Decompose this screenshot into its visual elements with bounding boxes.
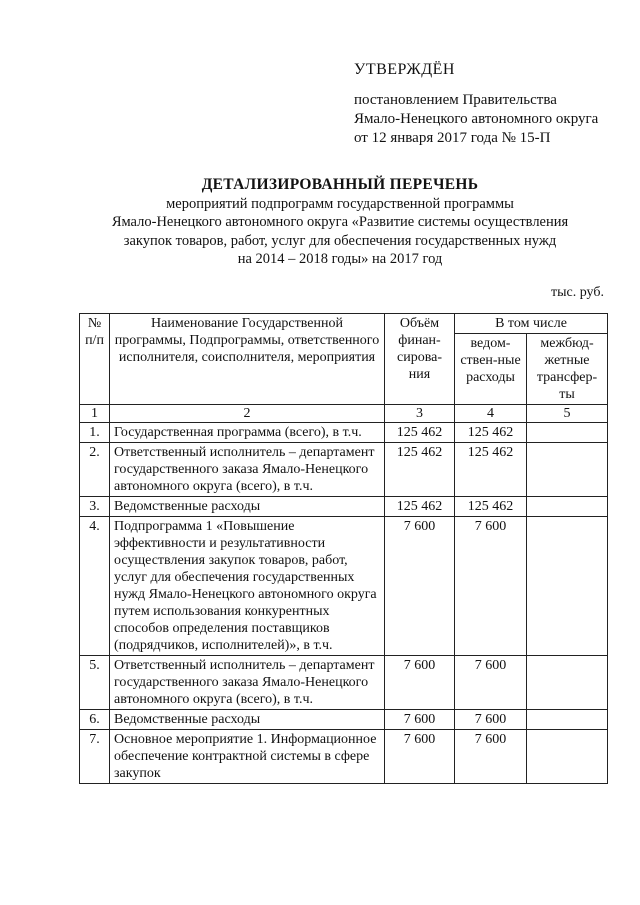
header-departmental: ведом-ствен-ные расходы bbox=[455, 334, 527, 405]
index-cell: 1 bbox=[80, 405, 110, 423]
index-cell: 3 bbox=[385, 405, 455, 423]
header-row bbox=[80, 314, 608, 334]
index-cell: 5 bbox=[527, 405, 608, 423]
row-num: 5. bbox=[80, 656, 110, 710]
row-transfers bbox=[527, 423, 608, 443]
index-cell: 2 bbox=[110, 405, 385, 423]
row-volume: 125 462 bbox=[385, 497, 455, 517]
row-departmental: 7 600 bbox=[455, 710, 527, 730]
row-name: Ведомственные расходы bbox=[110, 710, 385, 730]
table-row bbox=[80, 710, 608, 730]
title-main: ДЕТАЛИЗИРОВАННЫЙ ПЕРЕЧЕНЬ bbox=[201, 176, 479, 193]
row-num: 6. bbox=[80, 710, 110, 730]
approval-line-3: от 12 января 2017 года № 15-П bbox=[354, 130, 551, 146]
table-row bbox=[80, 423, 608, 443]
table-row bbox=[80, 656, 608, 710]
title-line-2: Ямало-Ненецкого автономного округа «Развитие системы осуществления bbox=[111, 214, 569, 230]
row-name: Ответственный исполнитель – департамент государственного заказа Ямало-Ненецкого автономного округа (всего), в т.ч. bbox=[110, 656, 385, 710]
row-departmental: 125 462 bbox=[455, 497, 527, 517]
approval-line-1: постановлением Правительства bbox=[354, 92, 557, 108]
row-num: 4. bbox=[80, 517, 110, 656]
header-num: № п/п bbox=[80, 314, 110, 405]
row-volume: 7 600 bbox=[385, 656, 455, 710]
row-transfers bbox=[527, 497, 608, 517]
header-volume: Объём финан-сирова-ния bbox=[385, 314, 455, 405]
row-transfers bbox=[527, 730, 608, 784]
row-departmental: 7 600 bbox=[455, 517, 527, 656]
row-departmental: 7 600 bbox=[455, 730, 527, 784]
row-name: Подпрограмма 1 «Повышение эффективности и результативности осуществления закупок товаров, работ, услуг для обеспечения государственных нужд Ямало-Ненецкого автономного округа путем использования конкурентных способов определения поставщиков (подрядчиков, исполнителей)», в т.ч. bbox=[110, 517, 385, 656]
row-num: 2. bbox=[80, 443, 110, 497]
title-line-4: на 2014 – 2018 годы» на 2017 год bbox=[237, 251, 443, 267]
row-departmental: 7 600 bbox=[455, 656, 527, 710]
row-volume: 7 600 bbox=[385, 710, 455, 730]
approval-block bbox=[354, 60, 598, 148]
row-transfers bbox=[527, 710, 608, 730]
row-volume: 125 462 bbox=[385, 443, 455, 497]
row-departmental: 125 462 bbox=[455, 423, 527, 443]
table-row bbox=[80, 517, 608, 656]
program-table bbox=[79, 313, 608, 784]
row-num: 7. bbox=[80, 730, 110, 784]
unit-label: тыс. руб. bbox=[551, 285, 604, 300]
row-transfers bbox=[527, 443, 608, 497]
table-row bbox=[80, 443, 608, 497]
header-name: Наименование Государственной программы, Подпрограммы, ответственного исполнителя, соисполнителя, мероприятия bbox=[110, 314, 385, 405]
title-line-1: мероприятий подпрограмм государственной программы bbox=[166, 195, 514, 212]
document-title bbox=[60, 176, 620, 269]
row-num: 3. bbox=[80, 497, 110, 517]
table-row bbox=[80, 730, 608, 784]
row-name: Ведомственные расходы bbox=[110, 497, 385, 517]
index-row bbox=[80, 405, 608, 423]
row-name: Государственная программа (всего), в т.ч. bbox=[110, 423, 385, 443]
row-volume: 7 600 bbox=[385, 730, 455, 784]
title-line-3: закупок товаров, работ, услуг для обеспечения государственных нужд bbox=[123, 232, 557, 249]
row-num: 1. bbox=[80, 423, 110, 443]
row-transfers bbox=[527, 656, 608, 710]
row-departmental: 125 462 bbox=[455, 443, 527, 497]
approval-line-2: Ямало-Ненецкого автономного округа bbox=[354, 111, 599, 127]
table-row bbox=[80, 497, 608, 517]
approval-heading: УТВЕРЖДЁН bbox=[354, 61, 455, 78]
row-transfers bbox=[527, 517, 608, 656]
row-volume: 7 600 bbox=[385, 517, 455, 656]
row-name: Ответственный исполнитель – департамент государственного заказа Ямало-Ненецкого автономного округа (всего), в т.ч. bbox=[110, 443, 385, 497]
header-including: В том числе bbox=[455, 314, 608, 334]
index-cell: 4 bbox=[455, 405, 527, 423]
row-volume: 125 462 bbox=[385, 423, 455, 443]
row-name: Основное мероприятие 1. Информационное обеспечение контрактной системы в сфере закупок bbox=[110, 730, 385, 784]
header-transfers: межбюд-жетные трансфер-ты bbox=[527, 334, 608, 405]
